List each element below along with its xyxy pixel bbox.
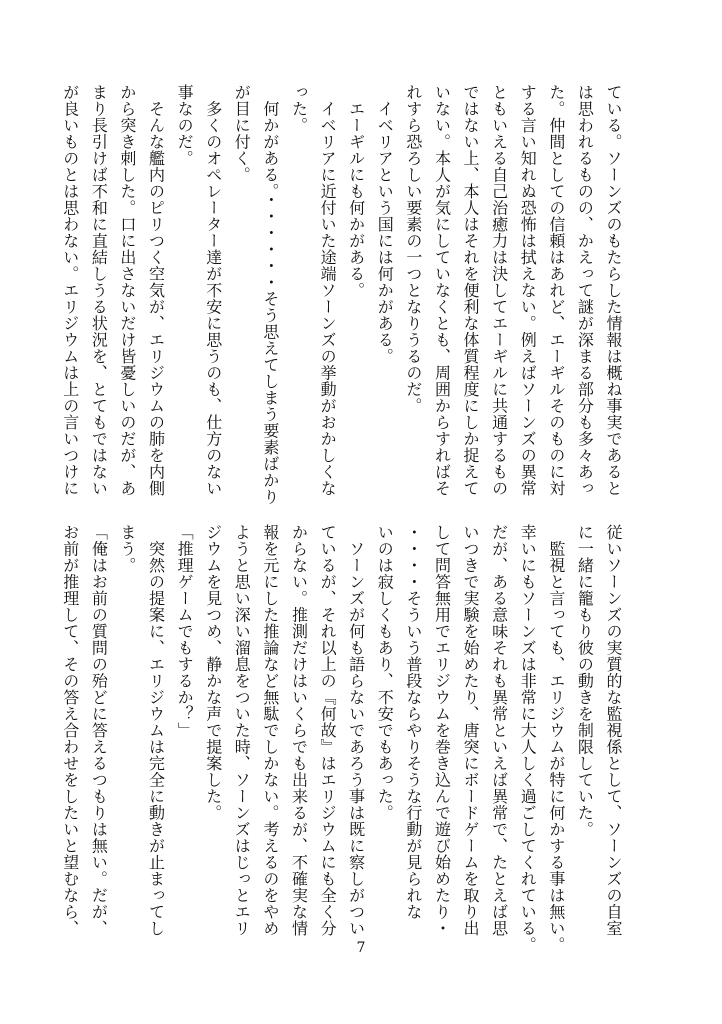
text-column: からない。推測だけはいくらでも出来るが、不確実な情	[289, 524, 309, 937]
text-column: して問答無用でエリジウムを巻き込んで遊び始めたり・	[432, 524, 452, 937]
upper-text-block	[60, 84, 627, 505]
text-column: に一緒に籠もり彼の動きを制限していた。	[575, 524, 595, 838]
text-column: エーギルにも何かがある。	[346, 84, 366, 299]
text-column: 幸いにもソーンズは非常に大人しく過ごしてくれている。	[518, 524, 538, 953]
text-column: ている。ソーンズのもたらした情報は概ね事実であると	[604, 84, 623, 497]
text-column: ようと思い深い溜息をついた時、ソーンズはじっとエリ	[232, 524, 252, 937]
text-column: 「俺はお前の質問の殆どに答えるつもりは無い。だが、	[89, 524, 109, 937]
text-column: イベリアという国には何かがある。	[375, 84, 395, 365]
text-column: が目に付く。	[232, 84, 252, 183]
text-column: イベリアに近付いた途端ソーンズの挙動がおかしくな	[318, 84, 338, 497]
text-column: た。仲間としての信頼はあれど、エーギルそのものに対	[546, 84, 566, 497]
text-column: 事なのだ。	[175, 84, 195, 167]
text-column: から突き刺した。口に出さないだけ皆憂しいのだが、あ	[117, 84, 137, 497]
text-column: だが、ある意味それも異常といえば異常で、たとえば思	[489, 524, 509, 937]
text-column: 報を元にした推論など無駄でしかない。考えるのをやめ	[260, 524, 280, 937]
text-column: ジウムを見つめ、静かな声で提案した。	[203, 524, 223, 821]
lower-text-block	[60, 524, 627, 953]
text-column: が良いものとは思わない。エリジウムは上の言いつけに	[60, 84, 80, 497]
text-column: いない。本人が気にしていなくとも、周囲からすればそ	[432, 84, 452, 497]
text-column: お前が推理して、その答え合わせをしたいと望むなら、	[60, 524, 80, 937]
text-column: まり長引けば不和に直結しうる状況を、とてもではない	[89, 84, 109, 497]
text-column: 従いソーンズの実質的な監視係として、ソーンズの自室	[604, 524, 623, 937]
page-number: 7	[356, 940, 366, 956]
text-column: 監視と言っても、エリジウムが特に何かする事は無い。	[546, 524, 566, 953]
text-column: は思われるものの、かえって謎が深まる部分も多々あっ	[575, 84, 595, 497]
text-column: いつきで実験を始めたり、唐突にボードゲームを取り出	[461, 524, 481, 937]
text-column: 多くのオペレーター達が不安に思うのも、仕方のない	[203, 84, 223, 497]
text-column: ではない上、本人はそれを便利な体質程度にしか捉えて	[461, 84, 481, 497]
text-column: ソーンズが何も語らないであろう事は既に察しがつい	[346, 524, 366, 937]
text-column: 「推理ゲームでもするか？」	[175, 524, 195, 739]
text-column: ているが、それ以上の『何故』はエリジウムにも全く分	[318, 524, 338, 937]
text-column: 突然の提案に、エリジウムは完全に動きが止まってし	[146, 524, 166, 937]
text-column: する言い知れぬ恐怖は拭えない。例えばソーンズの異常	[518, 84, 538, 497]
text-column: った。	[289, 84, 309, 134]
text-column: れすら恐ろしい要素の一つとなりうるのだ。	[403, 84, 423, 414]
text-column: いのは寂しくもあり、不安でもあった。	[375, 524, 395, 821]
text-column: ・・・・そういう普段ならやりそうな行動が見られな	[403, 524, 423, 920]
text-column: そんな艦内のピリつく空気が、エリジウムの肺を内側	[146, 84, 166, 497]
text-column: 何かがある。・・・・・・そう思えてしまう要素ばかり	[260, 84, 280, 505]
text-column: ともいえる自己治癒力は決してエーギルに共通するもの	[489, 84, 509, 497]
text-column: まう。	[117, 524, 137, 574]
